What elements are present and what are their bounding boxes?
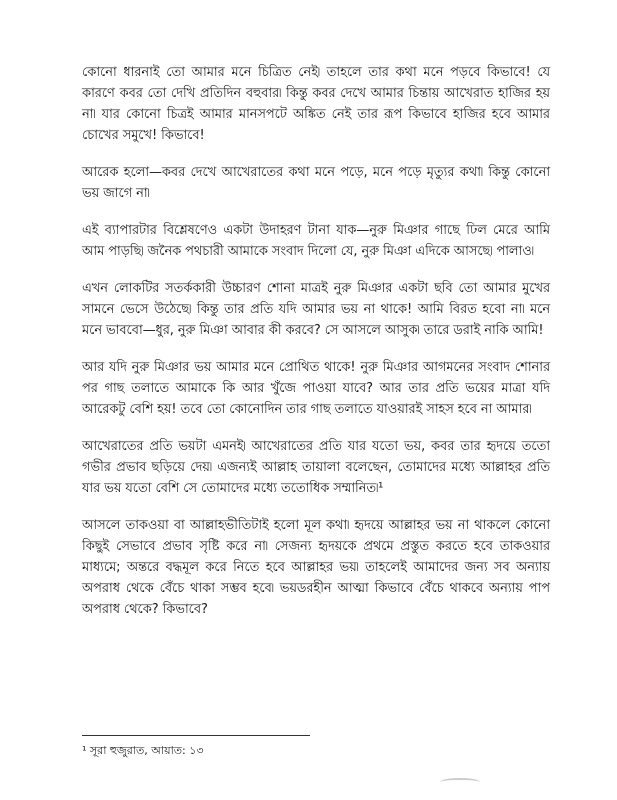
paragraph-4: এখন লোকটির সতর্ককারী উচ্চারণ শোনা মাত্রই নুরু মিঞার একটা ছবি তো আমার মুখের সামনে ভেসে উঠেছে৷ কিন্তু তার প্রতি যদি আমার ভয় না থাকে! আমি বিরত হবো না৷ মনে মনে ভাববো—ধুর, নুরু মিঞা আবার কী করবে? সে আসলে আসুক৷ তারে ডরাই নাকি আমি! — [82, 281, 550, 338]
paragraph-6: আখেরাতের প্রতি ভয়টা এমনই৷ আখেরাতের প্রতি যার যতো ভয়, কবর তার হৃদয়ে ততো গভীর প্রভাব ছড়িয়ে দেয়৷ এজন্যই আল্লাহ তায়ালা বলেছেন, তোমাদের মধ্যে আল্লাহর প্রতি যার ভয় যতো বেশি সে তোমাদের মধ্যে ততোধিক সম্মানিত৷¹ — [82, 439, 550, 496]
paragraph-1: কোনো ধারনাই তো আমার মনে চিত্রিত নেই৷ তাহলে তার কথা মনে পড়বে কিভাবে! যে কারণে কবর তো দেখি প্রতিদিন বহুবার৷ কিন্তু কবর দেখে আমার চিন্তায় আখেরাত হাজির হয় না৷ যার কোনো চিত্রই আমার মানসপটে অঙ্কিত নেই তার রূপ কিভাবে হাজির হবে আমার চোখের সমুখে! কিভাবে! — [82, 65, 550, 143]
footnote: ¹ সূরা হুজুরাত, আয়াত: ১৩ — [82, 744, 204, 757]
paragraph-3: এই ব্যাপারটার বিশ্লেষণেও একটা উদাহরণ টানা যাক—নুরু মিঞার গাছে ঢিল মেরে আমি আম পাড়ছি৷ জনৈক পথচারী আমাকে সংবাদ দিলো যে, নুরু মিঞা এদিকে আসছে৷ পালাও৷ — [82, 223, 550, 259]
paragraph-5: আর যদি নুরু মিঞার ভয় আমার মনে প্রোথিত থাকে! নুরু মিঞার আগমনের সংবাদ শোনার পর গাছ তলাতে আমাকে কি আর খুঁজে পাওয়া যাবে? আর তার প্রতি ভয়ের মাত্রা যদি আরেকটু বেশি হয়! তবে তো কোনোদিন তার গাছ তলাতে যাওয়ারই সাহস হবে না আমার৷ — [82, 360, 550, 417]
page-body — [82, 62, 550, 636]
footnote-divider — [82, 735, 310, 736]
paragraph-2: আরেক হলো—কবর দেখে আখেরাতের কথা মনে পড়ে, মনে পড়ে মৃত্যুর কথা৷ কিন্তু কোনো ভয় জাগে না৷ — [82, 165, 550, 201]
paragraph-7: আসলে তাকওয়া বা আল্লাহভীতিটাই হলো মূল কথা৷ হৃদয়ে আল্লাহর ভয় না থাকলে কোনো কিছুই সেভাবে প্রভাব সৃষ্টি করে না৷ সেজন্য হৃদয়কে প্রথমে প্রস্তুত করতে হবে তাকওয়ার মাধ্যমে; অন্তরে বদ্ধমূল করে নিতে হবে আল্লাহর ভয়৷ তাহলেই আমাদের জন্য সব অন্যায় অপরাধ থেকে বেঁচে থাকা সম্ভব হবে৷ ভয়ডরহীন আত্মা কিভাবে বেঁচে থাকবে অন্যায় পাপ অপরাধ থেকে? কিভাবে? — [82, 518, 550, 617]
scan-smudge — [440, 778, 480, 786]
